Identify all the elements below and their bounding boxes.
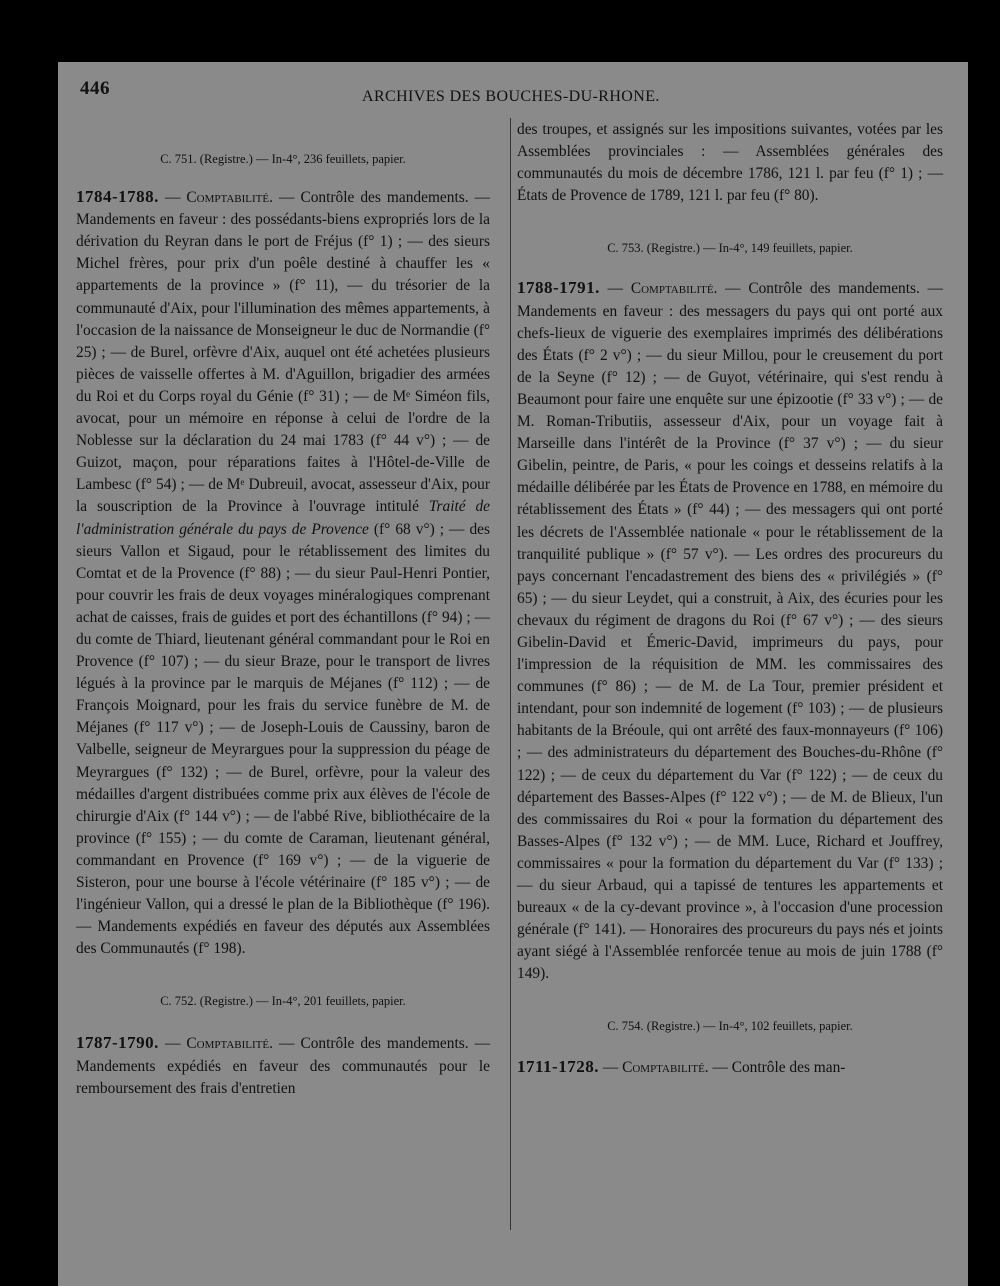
- cote-c754: C. 754. (Registre.) — In-4°, 102 feuillets, papier.: [607, 1019, 853, 1034]
- entry-c754: 1711-1728. — Comptabilité. — Contrôle des man-: [517, 1056, 846, 1076]
- entry-c752: 1787-1790. — Comptabilité. — Contrôle des mandements. — Mandements expédiés en faveur des communautés pour le remboursement des frais d'entretien: [76, 1033, 490, 1097]
- cote-c751: C. 751. (Registre.) — In-4°, 236 feuillets, papier.: [160, 152, 406, 166]
- scan-border-top: [0, 0, 1000, 62]
- scan-border-left: [0, 0, 58, 1286]
- book-title: Traité de l'administration générale du pays de Provence: [76, 498, 490, 538]
- entry-date: 1788-1791.: [517, 278, 600, 298]
- cote-c753: C. 753. (Registre.) — In-4°, 149 feuillets, papier.: [607, 241, 853, 256]
- entry-date: 1784-1788.: [76, 187, 159, 207]
- entry-rubric: Comptabilité.: [186, 189, 273, 207]
- entry-text: — Contrôle des mandements. — Mandements expédiés en faveur des communautés pour le remboursement des frais d'entretien: [76, 1035, 490, 1097]
- entry-date: 1711-1728.: [517, 1056, 599, 1076]
- entry-rubric: Comptabilité.: [630, 280, 718, 298]
- entry-rubric: Comptabilité.: [622, 1058, 709, 1076]
- column-rule: [510, 118, 511, 1230]
- entry-text: — Contrôle des mandements. — Mandements en faveur : des possédants-biens expropriés lors de la dérivation du Reyran dans le port de Fréjus (f° 1) ; — des sieurs Michel frères, pour prix d'un poêle destiné à chauffer les « appartements de la province » (f° 11), — du trésorier de la communauté d'Aix, pour l'illumination des mêmes appartements, à l'occasion de la naissance de Monseigneur le duc de Normandie (f° 25) ; — de Burel, orfèvre d'Aix, auquel ont été achetées plusieurs pièces de vaisselle offertes à M. d'Aguillon, brigadier des armées du Roi et du Corps royal du Génie (f° 31) ; — de Mᵉ Siméon fils, avocat, pour un mémoire en réponse à celui de l'ordre de la Noblesse sur la déclaration du 24 mai 1783 (f° 44 v°) ; — de Guizot, maçon, pour réparations faites à l'Hôtel-de-Ville de Lambesc (f° 54) ; — de Mᵉ Dubreuil, avocat, assesseur d'Aix, pour la souscription de la Province à l'ouvrage intitulé: [76, 189, 490, 516]
- left-column: [76, 148, 490, 1100]
- entry-date: 1787-1790.: [76, 1033, 159, 1053]
- entry-c751: 1784-1788. — Comptabilité. — Contrôle des mandements. — Mandements en faveur : des possédants-biens expropriés lors de la dérivation du Reyran dans le port de Fréjus (f° 1) ; — des sieurs Michel frères, pour prix d'un poêle destiné à chauffer les « appartements de la province » (f° 11), — du trésorier de la communauté d'Aix, pour l'illumination des mêmes appartements, à l'occasion de la naissance de Monseigneur le duc de Normandie (f° 25) ; — de Burel, orfèvre d'Aix, auquel ont été achetées plusieurs pièces de vaisselle offertes à M. d'Aguillon, brigadier des armées du Roi et du Corps royal du Génie (f° 31) ; — de Mᵉ Siméon fils, avocat, pour un mémoire en réponse à celui de l'ordre de la Noblesse sur la déclaration du 24 mai 1783 (f° 44 v°) ; — de Guizot, maçon, pour réparations faites à l'Hôtel-de-Ville de Lambesc (f° 54) ; — de Mᵉ Dubreuil, avocat, assesseur d'Aix, pour la souscription de la Province à l'ouvrage intitulé Traité de l'administration générale du pays de Provence (f° 68 v°) ; — des sieurs Vallon et Sigaud, pour le rétablissement des limites du Comtat et de la Provence (f° 88) ; — du sieur Paul-Henri Pontier, pour couvrir les frais de deux voyages minéralogiques comprenant achat de caisses, frais de guides et port des échantillons (f° 94) ; — du comte de Thiard, lieutenant général commandant pour le Roi en Provence (f° 107) ; — du sieur Braze, pour le transport de livres légués à la province par le marquis de Méjanes (f° 112) ; — de François Moignard, pour les frais du service funèbre de M. de Méjanes (f° 117 v°) ; — de Joseph-Louis de Caussiny, baron de Valbelle, seigneur de Meyrargues pour la suppression du péage de Meyrargues (f° 132) ; — de Burel, orfèvre, pour la valeur des médailles d'argent distribuées comme prix aux élèves de l'école de chirurgie d'Aix (f° 144 v°) ; — de l'abbé Rive, bibliothécaire de la province (f° 155) ; — du comte de Caraman, lieutenant général, commandant en Provence (f° 169 v°) ; — de la viguerie de Sisteron, pour une bourse à l'école vétérinaire (f° 185 v°) ; — de l'ingénieur Vallon, qui a dressé le plan de la Bibliothèque (f° 196). — Mandements expédiés en faveur des députés aux Assemblées des Communautés (f° 198).: [76, 187, 490, 958]
- entry-rubric: Comptabilité.: [186, 1035, 273, 1053]
- entry-c753: 1788-1791. — Comptabilité. — Contrôle des mandements. — Mandements en faveur : des messagers du pays qui ont porté aux chefs-lieux de viguerie des exemplaires imprimés des délibérations des États (f° 2 v°) ; — du sieur Millou, pour le creusement du port de la Seyne (f° 12) ; — de Guyot, vétérinaire, qui s'est rendu à Beaumont pour faire une enquête sur une épizootie (f° 33 v°) ; — de M. Roman-Tributiis, assesseur d'Aix, pour un voyage fait à Marseille dans l'intérêt de la Province (f° 37 v°) ; — du sieur Gibelin, peintre, de Paris, « pour les coings et desseins relatifs à la médaille délibérée par les États de Provence en 1788, en mémoire du rétablissement des États » (f° 44) ; — des messagers qui ont porté les décrets de l'Assemblée nationale « pour le rétablissement de la tranquilité publique » (f° 57 v°). — Les ordres des procureurs du pays concernant l'encadastrement des biens des « privilégiés » (f° 65) ; — du sieur Leydet, qui a construit, à Aix, des écuries pour les chevaux du régiment de dragons du Roi (f° 67 v°) ; — des sieurs Gibelin-David et Émeric-David, imprimeurs du pays, pour l'impression de la réquisition de MM. les commissaires des communes (f° 86) ; — de M. de La Tour, premier président et intendant, pour son indemnité de logement (f° 103) ; — de plusieurs habitants de la Bréoule, qui ont arrêté des faux-monnayeurs (f° 106) ; — des administrateurs du département des Bouches-du-Rhône (f° 122) ; — de ceux du département du Var (f° 122) ; — de ceux du département des Basses-Alpes (f° 122 v°) ; — de M. de Blieux, l'un des commissaires du Roi « pour la formation du département des Basses-Alpes (f° 132 v°) ; — de MM. Luce, Richard et Jouffrey, commissaires « pour la formation du département du Var (f° 133) ; — du sieur Arbaud, qui a tapissé de tentures les appartements et bureaux « de la cy-devant province », à l'occasion d'une procession générale (f° 141). — Honoraires des procureurs du pays nés et joints ayant siégé à l'Assemblée renforcée tenue au mois de juin 1788 (f° 149).: [517, 278, 944, 983]
- page-number: 446: [80, 78, 110, 99]
- right-column: [517, 119, 943, 1079]
- entry-continuation: des troupes, et assignés sur les impositions suivantes, votées par les Assemblées provinciales : — Assemblées générales des communautés du mois de décembre 1786, 121 l. par feu (f° 1) ; — États de Provence de 1789, 121 l. par feu (f° 80).: [517, 121, 943, 205]
- entry-text: — Contrôle des man-: [708, 1058, 846, 1076]
- entry-text: (f° 68 v°) ; — des sieurs Vallon et Sigaud, pour le rétablissement des limites du Comtat et de la Provence (f° 88) ; — du sieur Paul-Henri Pontier, pour couvrir les frais de deux voyages minéralogiques comprenant achat de caisses, frais de guides et port des échantillons (f° 94) ; — du comte de Thiard, lieutenant général commandant pour le Roi en Provence (f° 107) ; — du sieur Braze, pour le transport de livres légués à la province par le marquis de Méjanes (f° 112) ; — de François Moignard, pour les frais du service funèbre de M. de Méjanes (f° 117 v°) ; — de Joseph-Louis de Caussiny, baron de Valbelle, seigneur de Meyrargues pour la suppression du péage de Meyrargues (f° 132) ; — de Burel, orfèvre, pour la valeur des médailles d'argent distribuées comme prix aux élèves de l'école de chirurgie d'Aix (f° 144 v°) ; — de l'abbé Rive, bibliothécaire de la province (f° 155) ; — du comte de Caraman, lieutenant général, commandant en Provence (f° 169 v°) ; — de la viguerie de Sisteron, pour une bourse à l'école vétérinaire (f° 185 v°) ; — de l'ingénieur Vallon, qui a dressé le plan de la Bibliothèque (f° 196). — Mandements expédiés en faveur des députés aux Assemblées des Communautés (f° 198).: [76, 520, 490, 958]
- entry-text: — Contrôle des mandements. — Mandements en faveur : des messagers du pays qui ont porté aux chefs-lieux de viguerie des exemplaires imprimés des délibérations des États (f° 2 v°) ; — du sieur Millou, pour le creusement du port de la Seyne (f° 12) ; — de Guyot, vétérinaire, qui s'est rendu à Beaumont pour faire une enquête sur une épizootie (f° 33 v°) ; — de M. Roman-Tributiis, assesseur d'Aix, pour un voyage fait à Marseille dans l'intérêt de la Province (f° 37 v°) ; — du sieur Gibelin, peintre, de Paris, « pour les coings et desseins relatifs à la médaille délibérée par les États de Provence en 1788, en mémoire du rétablissement des États » (f° 44) ; — des messagers qui ont porté les décrets de l'Assemblée nationale « pour le rétablissement de la tranquilité publique » (f° 57 v°). — Les ordres des procureurs du pays concernant l'encadastrement des biens des « privilégiés » (f° 65) ; — du sieur Leydet, qui a construit, à Aix, des écuries pour les chevaux du régiment de dragons du Roi (f° 67 v°) ; — des sieurs Gibelin-David et Émeric-David, imprimeurs du pays, pour l'impression de la réquisition de MM. les commissaires des communes (f° 86) ; — de M. de La Tour, premier président et intendant, pour son indemnité de logement (f° 103) ; — de plusieurs habitants de la Bréoule, qui ont arrêté des faux-monnayeurs (f° 106) ; — des administrateurs du département des Bouches-du-Rhône (f° 122) ; — de ceux du département du Var (f° 122) ; — de ceux du département des Basses-Alpes (f° 122 v°) ; — de M. de Blieux, l'un des commissaires du Roi « pour la formation du département des Basses-Alpes (f° 132 v°) ; — de MM. Luce, Richard et Jouffrey, commissaires « pour la formation du département du Var (f° 133) ; — du sieur Arbaud, qui a tapissé de tentures les appartements et bureaux « de la cy-devant province », à l'occasion d'une procession générale (f° 141). — Honoraires des procureurs du pays nés et joints ayant siégé à l'Assemblée renforcée tenue au mois de juin 1788 (f° 149).: [517, 280, 944, 983]
- running-head: ARCHIVES DES BOUCHES-DU-RHONE.: [362, 88, 660, 105]
- scan-border-right: [968, 0, 1000, 1286]
- cote-c752: C. 752. (Registre.) — In-4°, 201 feuillets, papier.: [160, 994, 406, 1009]
